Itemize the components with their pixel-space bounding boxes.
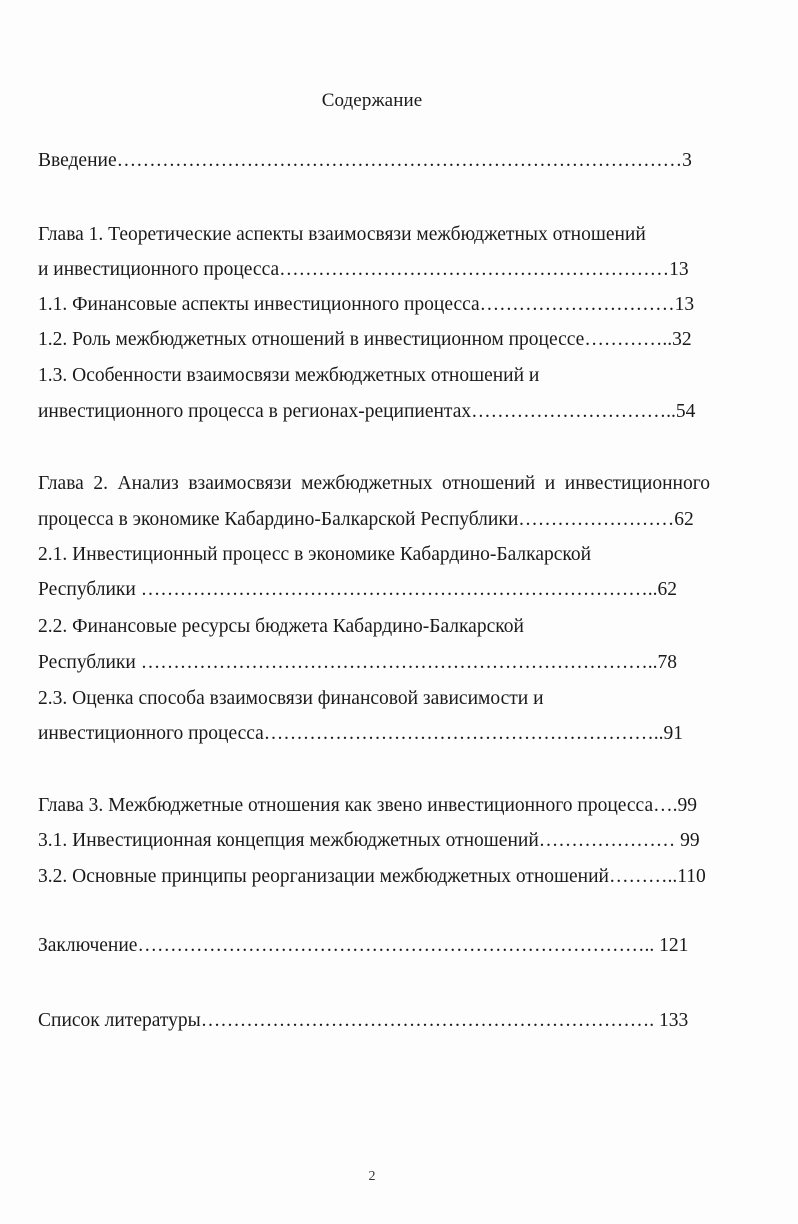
toc-entry-chapter-1-line-1: Глава 1. Теоретические аспекты взаимосвязи межбюджетных отношений (38, 224, 646, 245)
toc-entry-section-2-1-line-1: 2.1. Инвестиционный процесс в экономике Кабардино-Балкарской (38, 544, 592, 565)
toc-entry-section-2-2-line-2: Республики ……………………………………………………………………..78 (38, 652, 677, 673)
toc-entry-references: Список литературы……………………………………………………………. 133 (38, 1010, 689, 1031)
toc-entry-chapter-2-line-2: процесса в экономике Кабардино-Балкарской Республики……………………62 (38, 509, 694, 530)
page-title: Содержание (321, 90, 423, 111)
toc-entry-chapter-2-line-1: Глава 2. Анализ взаимосвязи межбюджетных отношений и инвестиционного (38, 473, 710, 494)
toc-entry-section-2-3-line-1: 2.3. Оценка способа взаимосвязи финансовой зависимости и (38, 688, 544, 709)
toc-entry-chapter-1-line-2: и инвестиционного процесса……………………………………………………13 (38, 259, 689, 280)
toc-entry-intro: Введение……………………………………………………………………………3 (38, 150, 692, 171)
page-number: 2 (368, 1169, 376, 1184)
toc-entry-section-2-3-line-2: инвестиционного процесса……………………………………………………..91 (38, 723, 684, 744)
toc-entry-section-3-2: 3.2. Основные принципы реорганизации межбюджетных отношений………..110 (38, 866, 706, 887)
toc-entry-section-2-2-line-1: 2.2. Финансовые ресурсы бюджета Кабардино-Балкарской (38, 616, 524, 637)
toc-entry-section-1-3-line-2: инвестиционного процесса в регионах-реципиентах…………………………..54 (38, 401, 696, 422)
toc-entry-conclusion: Заключение…………………………………………………………………….. 121 (38, 935, 689, 956)
toc-entry-section-1-2: 1.2. Роль межбюджетных отношений в инвестиционном процессе…………..32 (38, 329, 692, 350)
toc-entry-section-2-1-line-2: Республики ……………………………………………………………………..62 (38, 579, 677, 600)
toc-entry-section-1-3-line-1: 1.3. Особенности взаимосвязи межбюджетных отношений и (38, 365, 540, 386)
toc-entry-section-1-1: 1.1. Финансовые аспекты инвестиционного процесса…………………………13 (38, 294, 695, 315)
toc-entry-chapter-3: Глава 3. Межбюджетные отношения как звено инвестиционного процесса….99 (38, 795, 697, 816)
toc-entry-section-3-1: 3.1. Инвестиционная концепция межбюджетных отношений………………… 99 (38, 830, 700, 851)
